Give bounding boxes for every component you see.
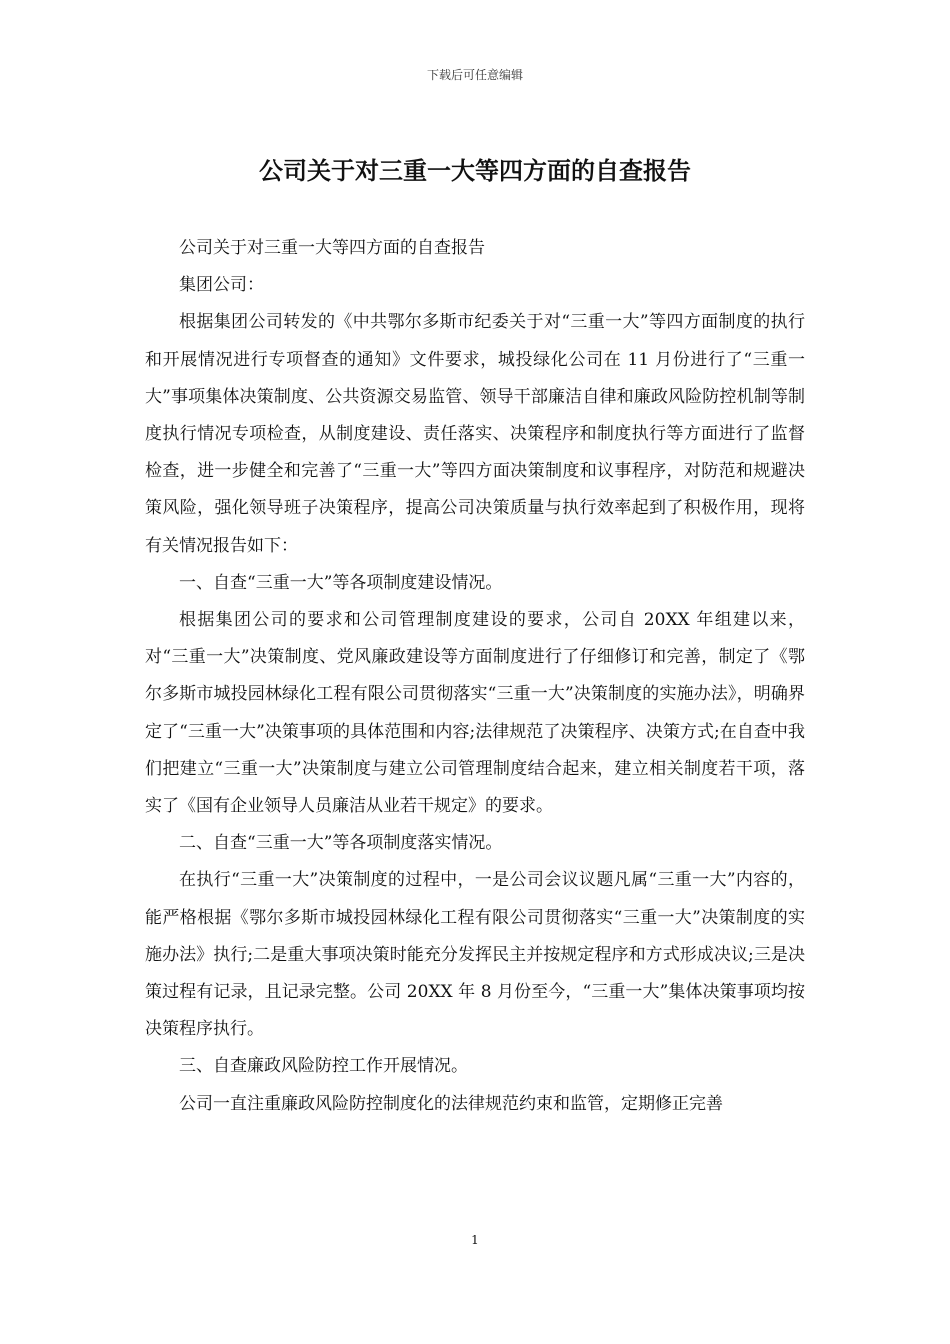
paragraph-salutation: 集团公司：: [179, 275, 264, 296]
document-title: 公司关于对三重一大等四方面的自查报告: [259, 156, 691, 185]
page-number: 1: [471, 1233, 479, 1247]
section-heading-3: 三、自查廉政风险防控工作开展情况。: [179, 1056, 468, 1077]
header-note: 下载后可任意编辑: [426, 68, 523, 82]
paragraph-subtitle: 公司关于对三重一大等四方面的自查报告: [179, 238, 485, 258]
section-heading-1: 一、自查“三重一大”等各项制度建设情况。: [179, 572, 503, 593]
paragraph-intro: 根据集团公司转发的《中共鄂尔多斯市纪委关于对“三重一大”等四方面制度的执行和开展情况进行专项督查的通知》文件要求，城投绿化公司在 11 月份进行了“三重一大”事项集体决策制度、公共资源交易监管、领导干部廉洁自律和廉政风险防控机制等制度执行情况专项检查，从制度建设、责任落实、决策程序和制度执行等方面进行了监督检查，进一步健全和完善了“三重一大”等四方面决策制度和议事程序，对防范和规避决策风险，强化领导班子决策程序，提高公司决策质量与执行效率起到了积极作用，现将有关情况报告如下：: [145, 312, 805, 556]
paragraph-section-1: 根据集团公司的要求和公司管理制度建设的要求，公司自 20XX 年组建以来，对“三重一大”决策制度、党风廉政建设等方面制度进行了仔细修订和完善，制定了《鄂尔多斯市城投园林绿化工程有限公司贯彻落实“三重一大”决策制度的实施办法》，明确界定了“三重一大”决策事项的具体范围和内容;法律规范了决策程序、决策方式;在自查中我们把建立“三重一大”决策制度与建立公司管理制度结合起来，建立相关制度若干项，落实了《国有企业领导人员廉洁从业若干规定》的要求。: [145, 610, 805, 817]
document-body: [145, 230, 805, 1123]
section-heading-2: 二、自查“三重一大”等各项制度落实情况。: [179, 833, 503, 854]
paragraph-section-3: 公司一直注重廉政风险防控制度化的法律规范约束和监管，定期修正完善: [179, 1093, 723, 1114]
paragraph-section-2: 在执行“三重一大”决策制度的过程中，一是公司会议议题凡属“三重一大”内容的，能严格根据《鄂尔多斯市城投园林绿化工程有限公司贯彻落实“三重一大”决策制度的实施办法》执行;二是重大事项决策时能充分发挥民主并按规定程序和方式形成决议;三是决策过程有记录，且记录完整。公司 20XX 年 8 月份至今，“三重一大”集体决策事项均按决策程序执行。: [145, 870, 805, 1040]
